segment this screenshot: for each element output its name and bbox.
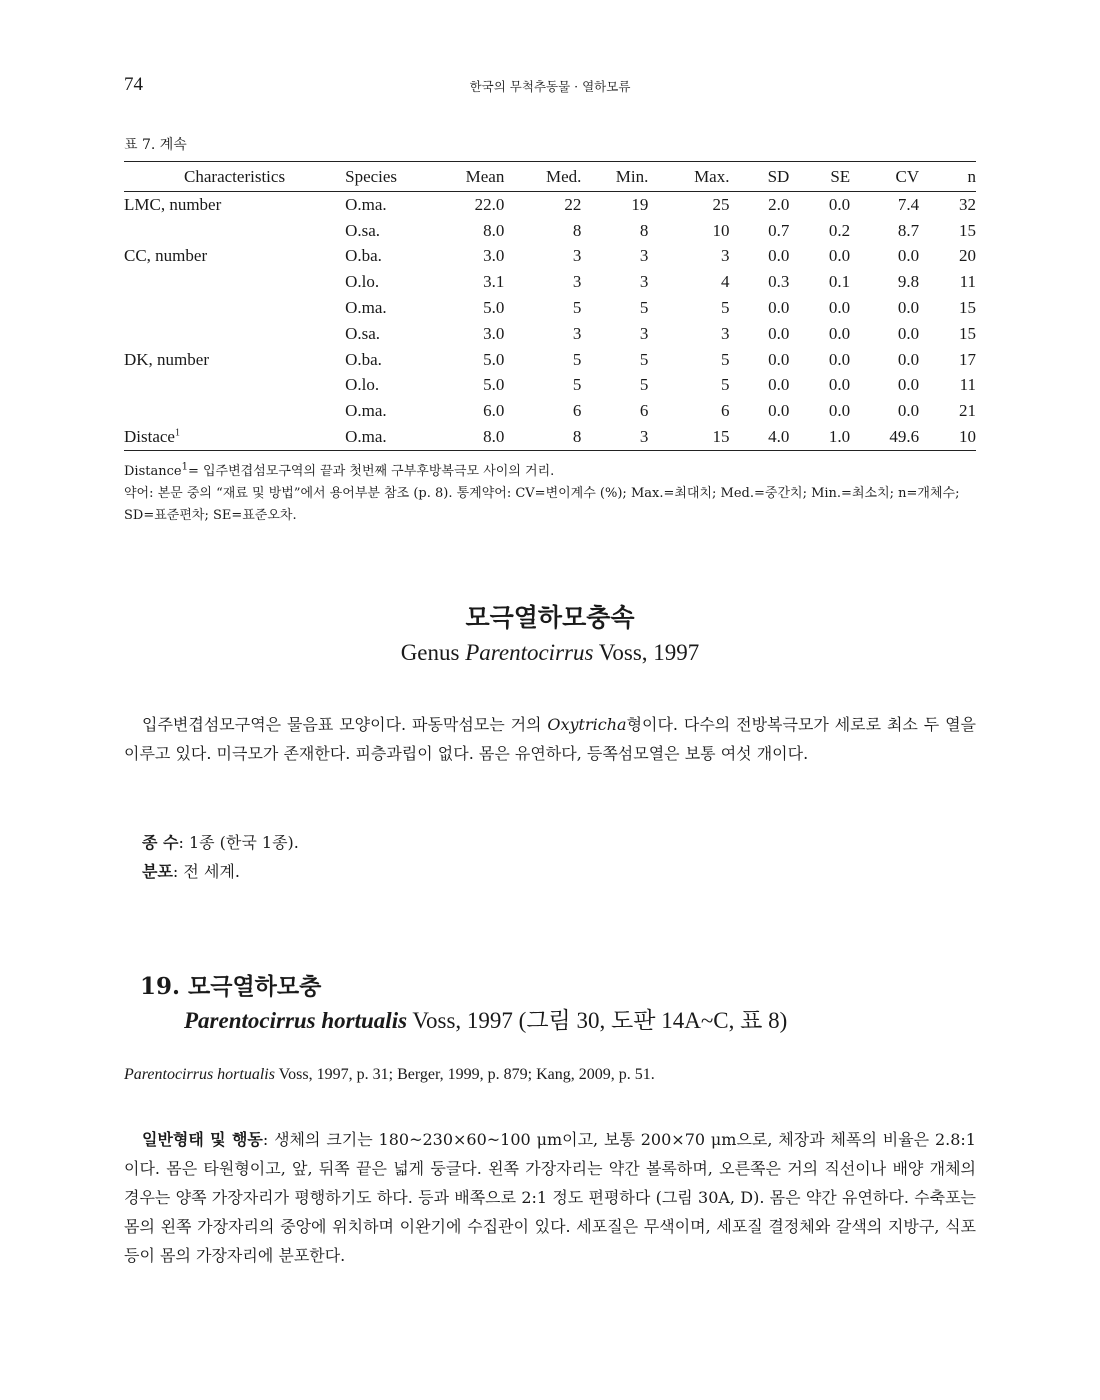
genus-title-latin: Genus Parentocirrus Voss, 1997: [400, 640, 700, 665]
table-cell-mean: 5.0: [483, 375, 505, 395]
table-caption: 표 7. 계속: [124, 137, 187, 153]
table-cell-max: 5: [720, 298, 730, 318]
col-header: Species: [345, 162, 418, 192]
table-cell-med: 22: [564, 194, 582, 214]
genus-summary: [124, 828, 976, 886]
table-cell-sd: 0.0: [768, 246, 790, 266]
table-cell-cv: 0.0: [897, 375, 920, 395]
table-cell-max: 4: [720, 272, 730, 292]
table-cell-cv: 0.0: [897, 246, 920, 266]
table-cell-species: O.ba.: [345, 349, 382, 369]
table-cell-se: 0.0: [828, 246, 851, 266]
table-cell-max: 5: [720, 349, 730, 369]
table-cell-species: O.ma.: [345, 401, 387, 421]
table-cell-sd: 0.0: [768, 323, 790, 343]
table-cell-min: 6: [639, 401, 649, 421]
table-cell-med: 8: [572, 220, 582, 240]
table-cell-n: 15: [959, 323, 976, 343]
table-cell-species: O.ba.: [345, 246, 382, 266]
table-row: [124, 269, 976, 295]
table-cell-se: 0.0: [828, 375, 851, 395]
table-row: [124, 295, 976, 321]
col-header: Med.: [504, 162, 581, 192]
table-cell-species: O.sa.: [345, 323, 381, 343]
table-cell-min: 3: [639, 272, 649, 292]
table-row: [124, 347, 976, 373]
table-cell-med: 3: [572, 272, 582, 292]
table-cell-se: 1.0: [789, 424, 850, 450]
table-cell-species: O.ma.: [345, 194, 387, 214]
table-row: [124, 244, 976, 270]
table-cell-mean: 6.0: [483, 401, 505, 421]
table-cell-mean: 22.0: [474, 194, 505, 214]
table-cell-cv: 0.0: [897, 349, 920, 369]
table-cell-max: 5: [720, 375, 730, 395]
table-cell-min: 3: [639, 246, 649, 266]
table-cell-se: 0.0: [828, 194, 851, 214]
table-cell-se: 0.2: [828, 220, 851, 240]
table-cell-sup: 1: [174, 427, 180, 439]
table-cell-n: 11: [959, 272, 976, 292]
table-cell-char: [124, 373, 345, 399]
table-cell-species: O.ma.: [345, 424, 418, 450]
table-cell-mean: 5.0: [483, 298, 505, 318]
col-header: SE: [789, 162, 850, 192]
table-row: [124, 321, 976, 347]
table-cell-species: O.sa.: [345, 220, 381, 240]
distribution: 분포: 전 세계.: [142, 862, 240, 881]
table-cell-sd: 0.0: [768, 349, 790, 369]
table-cell-n: 11: [959, 375, 976, 395]
table-cell-char: DK, number: [124, 349, 209, 369]
table-cell-se: 0.0: [828, 323, 851, 343]
table-cell-cv: 0.0: [897, 323, 920, 343]
table-cell-sd: 0.3: [768, 272, 790, 292]
table-cell-char: LMC, number: [124, 194, 222, 214]
table-cell-cv: 0.0: [897, 401, 920, 421]
table-cell-mean: 3.1: [483, 272, 505, 292]
table-cell-min: 3: [639, 323, 649, 343]
table-cell-se: 0.0: [828, 298, 851, 318]
table-cell-med: 3: [572, 246, 582, 266]
table-cell-cv: 9.8: [897, 272, 920, 292]
synonymy-line: Parentocirrus hortualis Voss, 1997, p. 31; Berger, 1999, p. 879; Kang, 2009, p. 51.: [124, 1066, 655, 1083]
table-cell-se: 0.0: [828, 401, 851, 421]
table-cell-se: 0.1: [828, 272, 851, 292]
table-cell-max: 10: [712, 220, 730, 240]
table-cell-max: 15: [648, 424, 729, 450]
table-cell-n: 20: [959, 246, 976, 266]
running-title: 한국의 무척추동물 · 열하모류: [469, 79, 631, 94]
col-header: Characteristics: [124, 162, 345, 192]
table-cell-cv: 8.7: [897, 220, 920, 240]
table-cell-min: 5: [639, 375, 649, 395]
table-cell-sd: 0.7: [768, 220, 790, 240]
table-cell-species: O.ma.: [345, 298, 387, 318]
table-cell-max: 25: [712, 194, 730, 214]
table-cell-med: 6: [572, 401, 582, 421]
genus-title-korean: 모극열하모충속: [465, 603, 635, 632]
table-cell-cv: 0.0: [897, 298, 920, 318]
table-cell-n: 32: [959, 194, 976, 214]
col-header: SD: [729, 162, 789, 192]
table-cell-sd: 2.0: [768, 194, 790, 214]
genus-description: 입주변겹섬모구역은 물음표 모양이다. 파동막섬모는 거의 Oxytricha형이다. 다수의 전방복극모가 세로로 최소 두 열을 이루고 있다. 미극모가 존재한다. 피층과립이 없다. 몸은 유연하다, 등쪽섬모열은 보통 여섯 개이다.: [124, 715, 976, 763]
table-cell-n: 15: [959, 298, 976, 318]
table-cell-sd: 0.0: [768, 298, 790, 318]
table-cell-mean: 5.0: [483, 349, 505, 369]
table-cell-n: 15: [959, 220, 976, 240]
table-cell-med: 5: [572, 349, 582, 369]
footnote-distance: Distance$^1$= 입주변겹섬모구역의 끝과 첫번째 구부후방복극모 사이의 거리.: [124, 461, 555, 479]
statistics-table: [124, 161, 976, 451]
table-cell-min: 8: [639, 220, 649, 240]
table-cell-species: O.lo.: [345, 272, 380, 292]
col-header: n: [919, 162, 976, 192]
table-cell-cv: 7.4: [897, 194, 920, 214]
table-cell-n: 10: [919, 424, 976, 450]
species-title: 19. 모극열하모충: [140, 973, 322, 1000]
table-cell-n: 17: [959, 349, 976, 369]
table-cell-med: 8: [504, 424, 581, 450]
footnote-abbreviations: 약어: 본문 중의 “재료 및 방법”에서 용어부분 참조 (p. 8). 통계약어: CV=변이계수 (%); Max.=최대치; Med.=중간치; Min.=최소치; n=개체수; SD=표준편차; SE=표준오차.: [124, 486, 960, 523]
page-number: 74: [124, 74, 143, 95]
table-row: [124, 373, 976, 399]
table-cell-mean: 8.0: [483, 220, 505, 240]
table-cell-max: 6: [720, 401, 730, 421]
table-cell-char: [124, 218, 345, 244]
table-row: [124, 424, 976, 450]
table-cell-char: [124, 269, 345, 295]
table-cell-mean: 3.0: [483, 323, 505, 343]
table-row: [124, 192, 976, 218]
table-cell-min: 5: [639, 298, 649, 318]
table-cell-med: 5: [572, 298, 582, 318]
col-header: Mean: [418, 162, 504, 192]
col-header: Max.: [648, 162, 729, 192]
table-cell-min: 5: [639, 349, 649, 369]
table-cell-min: 19: [631, 194, 649, 214]
table-cell-char: [124, 321, 345, 347]
table-cell-med: 3: [572, 323, 582, 343]
col-header: Min.: [581, 162, 648, 192]
table-cell-med: 5: [572, 375, 582, 395]
table-cell-cv: 49.6: [850, 424, 919, 450]
table-cell-n: 21: [959, 401, 976, 421]
table-header-row: [124, 162, 976, 192]
table-row: [124, 218, 976, 244]
table-cell-sd: 4.0: [729, 424, 789, 450]
table-cell-char: Distace$^1$: [124, 424, 345, 450]
table-cell-max: 3: [720, 246, 730, 266]
table-notes: [124, 461, 976, 527]
table-cell-max: 3: [720, 323, 730, 343]
table-cell-sd: 0.0: [768, 401, 790, 421]
species-latin-heading: Parentocirrus hortualis Voss, 1997 (그림 30, 도판 14A~C, 표 8): [184, 1008, 788, 1033]
table-cell-se: 0.0: [828, 349, 851, 369]
table-cell-mean: 8.0: [418, 424, 504, 450]
table-row: [124, 398, 976, 424]
col-header: CV: [850, 162, 919, 192]
table-cell-mean: 3.0: [483, 246, 505, 266]
morphology-paragraph: 일반형태 및 행동: 생체의 크기는 180~230×60~100 μm이고, 보통 200×70 μm으로, 체장과 체폭의 비율은 2.8:1이다. 몸은 타원형이고, 앞, 뒤쪽 끝은 넓게 둥글다. 왼쪽 가장자리는 약간 볼록하며, 오른쪽은 거의 직선이나 배양 개체의 경우는 양쪽 가장자리가 평행하기도 하다. 등과 배쪽으로 2:1 정도 편평하다 (그림 30A, D). 몸은 약간 유연하다. 수축포는 몸의 왼쪽 가장자리의 중앙에 위치하며 이완기에 수집관이 있다. 세포질은 무색이며, 세포질 결정체와 갈색의 지방구, 식포 등이 몸의 가장자리에 분포한다.: [124, 1130, 976, 1265]
species-count: 종 수: 1종 (한국 1종).: [142, 833, 299, 852]
table-cell-species: O.lo.: [345, 375, 380, 395]
table-cell-char: [124, 398, 345, 424]
table-cell-char: [124, 295, 345, 321]
table-cell-sd: 0.0: [768, 375, 790, 395]
table-cell-min: 3: [581, 424, 648, 450]
table-cell-char: CC, number: [124, 246, 208, 266]
